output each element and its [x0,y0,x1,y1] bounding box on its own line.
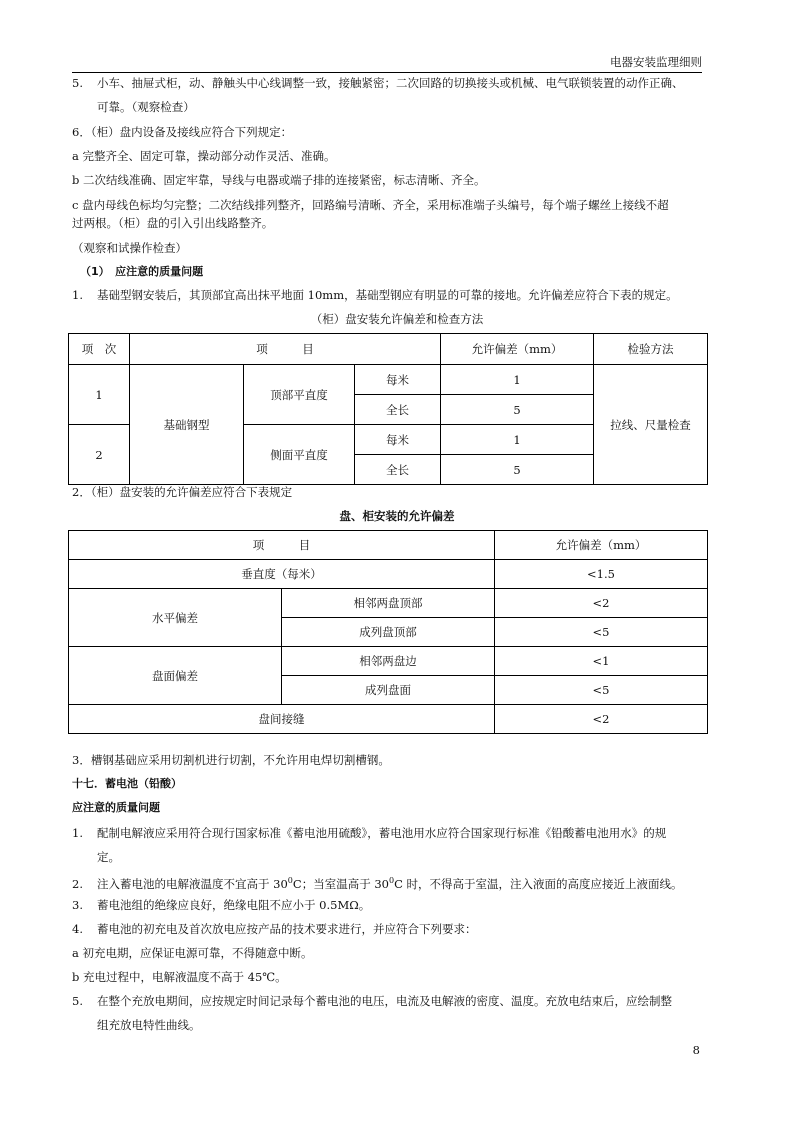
table-cell: 成列盘顶部 [282,618,495,647]
table2-header: 允许偏差（mm） [495,531,708,560]
table1-header: 项 目 [130,334,441,365]
table-row [69,560,708,589]
page-header [72,54,702,73]
item-number: 1. [72,288,83,302]
inspection-note: （观察和试操作检查） [72,241,187,255]
table-intro [72,287,678,303]
item-text: 在整个充放电期间，应按规定时间记录每个蓄电池的电压，电流及电解液的密度、温度。充放电结束后，应绘制整 [97,994,672,1008]
item-number: 2. [72,876,83,891]
table1 [68,333,708,485]
item-number: 4. [72,922,83,936]
table-cell: 盘间接缝 [69,705,495,734]
table2 [68,530,708,734]
battery-item-4-a: a 初充电期，应保证电源可靠，不得随意中断。 [72,946,313,960]
subheading-quality: 应注意的质量问题 [72,801,160,814]
table1-header: 允许偏差（mm） [441,334,594,365]
table2-header-row [69,531,708,560]
item-6-c: c 盘内母线色标均匀完整；二次结线排列整齐，回路编号清晰、齐全，采用标准端子头编号，每个端子螺丝上接线不超 [72,198,669,212]
table-cell: 1 [69,365,130,425]
table-row [69,705,708,734]
table-cell: 相邻两盘顶部 [282,589,495,618]
item-number: 1. [72,826,83,840]
table-cell: 盘面偏差 [69,647,282,705]
page-number: 8 [692,1043,700,1057]
battery-item-3 [72,897,370,913]
table-cell: 5 [441,455,594,485]
table-cell: 5 [441,395,594,425]
superscript: 0 [388,876,395,885]
table-cell: <5 [495,676,708,705]
table2-header: 项 目 [69,531,495,560]
table-cell: 1 [441,365,594,395]
table-cell: 每米 [355,425,441,455]
table-cell: 成列盘面 [282,676,495,705]
battery-item-5-continued: 组充放电特性曲线。 [97,1018,201,1032]
superscript: 0 [287,876,293,885]
table-row [69,365,708,395]
table-cell: <2 [495,589,708,618]
table-cell: <2 [495,705,708,734]
item-text: C 时，不得高于室温，注入液面的高度应接近上液面线。 [394,876,683,891]
item-text: 小车、抽屉式柜，动、静触头中心线调整一致，接触紧密；二次回路的切换接头或机械、电气联锁装置的动作正确、 [97,76,684,90]
battery-item-1-continued: 定。 [97,850,120,864]
item-text: 蓄电池组的绝缘应良好，绝缘电阻不应小于 0.5MΩ。 [97,898,371,912]
table-cell: 每米 [355,365,441,395]
item-text: 注入蓄电池的电解液温度不宜高于 30 [97,876,288,891]
table1-header: 检验方法 [594,334,708,365]
section-heading-battery: 十七．蓄电池（铅酸） [72,777,182,790]
table-cell: 水平偏差 [69,589,282,647]
table-row [69,589,708,618]
battery-item-1 [72,825,666,841]
table-cell: 全长 [355,395,441,425]
item-number: 5. [72,994,83,1008]
table-cell: 侧面平直度 [244,425,355,485]
item-text: C；当室温高于 30 [292,876,389,891]
table1-header: 项 次 [69,334,130,365]
table-cell: 顶部平直度 [244,365,355,425]
item-6-a: a 完整齐全、固定可靠，操动部分动作灵活、准确。 [72,149,336,163]
table-cell: 拉线、尺量检查 [594,365,708,485]
battery-item-5 [72,993,672,1009]
table1-caption: （柜）盘安装允许偏差和检查方法 [310,312,484,326]
item-6: 6．（柜）盘内设备及接线应符合下列规定： [72,125,293,139]
table-cell: 1 [441,425,594,455]
item-5 [72,75,684,91]
table-cell: 全长 [355,455,441,485]
item-6-c-continued: 过两根。（柜）盘的引入引出线路整齐。 [72,216,274,230]
table-cell: 相邻两盘边 [282,647,495,676]
table-cell: <1.5 [495,560,708,589]
section-heading-quality: （1） 应注意的质量问题 [80,265,204,278]
battery-item-4 [72,921,477,937]
item-6-b: b 二次结线准确、固定牢靠，导线与电器或端子排的连接紧密，标志清晰、齐全。 [72,173,486,187]
table1-header-row [69,334,708,365]
item-text: 蓄电池的初充电及首次放电应按产品的技术要求进行，并应符合下列要求： [97,922,477,936]
paragraph-3: 3．槽钢基础应采用切割机进行切割，不允许用电焊切割槽钢。 [72,753,390,767]
table-row [69,647,708,676]
table-cell: 2 [69,425,130,485]
header-title: 电器安装监理细则 [610,55,702,69]
table-cell: 基础钢型 [130,365,244,485]
table2-caption: 盘、柜安装的允许偏差 [339,509,455,523]
table-cell: <1 [495,647,708,676]
item-text: 基础型钢安装后，其顶部宜高出抹平地面 10mm，基础型钢应有明显的可靠的接地。允许偏差应符合下表的规定。 [97,288,678,302]
item-text: 配制电解液应采用符合现行国家标准《蓄电池用硫酸》，蓄电池用水应符合国家现行标准《铅酸蓄电池用水》的规 [97,826,667,840]
table-cell: 垂直度（每米） [69,560,495,589]
table-cell: <5 [495,618,708,647]
item-5-continued: 可靠。（观察检查） [97,100,195,114]
table2-intro: 2．（柜）盘安装的允许偏差应符合下表规定 [72,485,293,499]
battery-item-4-b: b 充电过程中，电解液温度不高于 45℃。 [72,970,287,984]
battery-item-2 [72,873,683,892]
item-number: 3. [72,898,83,912]
item-number: 5. [72,76,83,90]
